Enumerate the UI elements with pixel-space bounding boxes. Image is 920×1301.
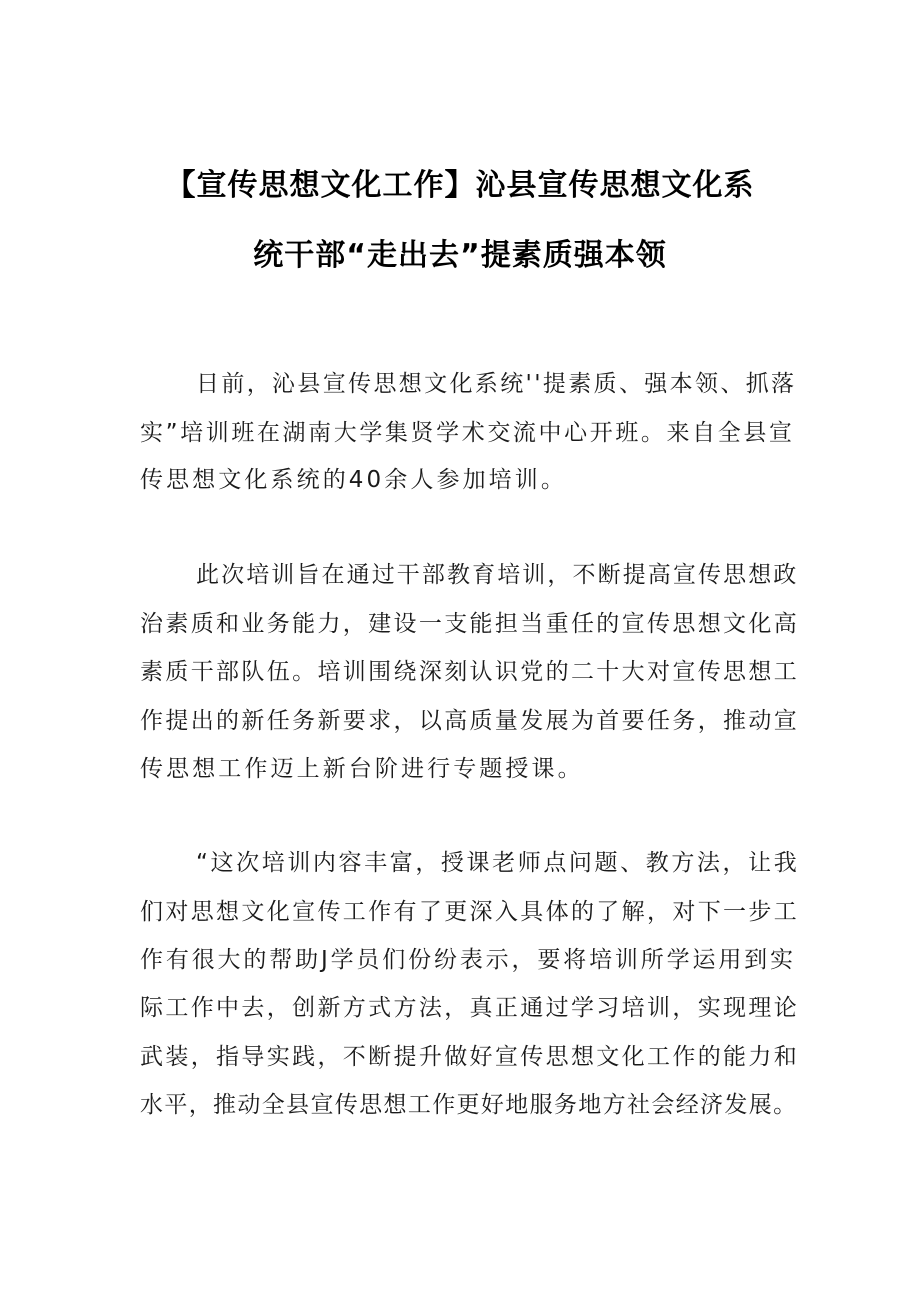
- paragraph-3-line-2: 们对思想文化宣传工作有了更深入具体的了解，对下一步工: [140, 899, 800, 925]
- paragraph-1-line-1: 日前，沁县宣传思想文化系统''提素质、强本领、抓落: [196, 371, 797, 397]
- paragraph-2-line-2: 治素质和业务能力，建设一支能担当重任的宣传思想文化高: [140, 611, 800, 637]
- paragraph-1-line-2: 实”培训班在湖南大学集贤学术交流中心开班。来自全县宣: [140, 420, 795, 446]
- paragraph-3-line-6: 水平，推动全县宣传思想工作更好地服务地方社会经济发展。: [140, 1092, 798, 1118]
- document-title-line-2: 统干部“走出去”提素质强本领: [253, 238, 667, 273]
- paragraph-3-line-5: 武装，指导实践，不断提升做好宣传思想文化工作的能力和: [140, 1044, 800, 1070]
- paragraph-2-line-4: 作提出的新任务新要求，以高质量发展为首要任务，推动宣: [140, 708, 800, 734]
- paragraph-3-line-4: 际工作中去，创新方式方法，真正通过学习培训，实现理论: [140, 995, 800, 1021]
- paragraph-1-line-3: 传思想文化系统的40余人参加培训。: [140, 467, 567, 493]
- paragraph-2-line-3: 素质干部队伍。培训围绕深刻认识党的二十大对宣传思想工: [140, 659, 800, 685]
- document-title-line-1: 【宣传思想文化工作】沁县宣传思想文化系: [165, 168, 755, 203]
- paragraph-3-line-1: “这次培训内容丰富，授课老师点问题、教方法，让我: [196, 850, 800, 876]
- paragraph-2-line-5: 传思想工作迈上新台阶进行专题授课。: [140, 756, 584, 782]
- paragraph-2-line-1: 此次培训旨在通过干部教育培训，不断提高宣传思想政: [196, 562, 799, 588]
- paragraph-3-line-3: 作有很大的帮助J学员们份纷表示，要将培训所学运用到实: [140, 947, 796, 973]
